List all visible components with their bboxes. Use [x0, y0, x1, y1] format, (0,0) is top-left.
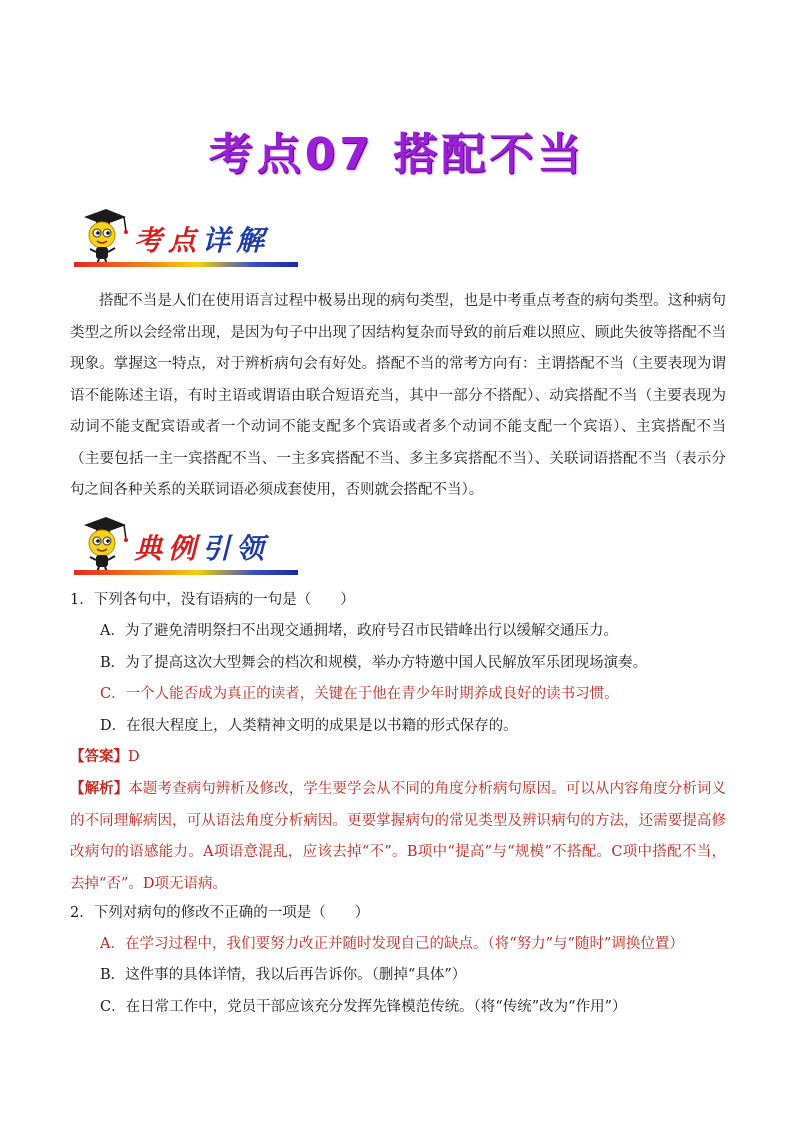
section-label: [134, 527, 270, 567]
section-underline: [74, 570, 298, 575]
question-1-answer: [70, 747, 140, 767]
answer-value: D: [128, 749, 140, 765]
section-label: [134, 219, 270, 259]
question-2-stem: 2．下列对病句的修改不正确的一项是（ ）: [70, 905, 370, 921]
section-label-part-a: 考点: [134, 224, 203, 257]
section-underline: [74, 262, 298, 267]
question-2-option-c: C．在日常工作中，党员干部应该充分发挥先锋模范传统。（将“传统”改为“作用”）: [100, 999, 627, 1015]
section-label-part-a: 典例: [134, 532, 203, 565]
analysis-text: 本题考查病句辨析及修改，学生要学会从不同的角度分析病句原因。可以从内容角度分析词义的不同理解病因，可从语法角度分析病因。更要掌握病句的常见类型及辨识病句的方法，还需要提高修改病句的语感能力。A项语意混乱，应该去掉“不”。B项中“提高”与“规模”不搭配。C项中搭配不当，去掉“否”。D项无语病。: [70, 781, 727, 892]
question-1-option-a: A．为了避免清明祭扫不出现交通拥堵，政府号召市民错峰出行以缓解交通压力。: [100, 623, 618, 639]
question-1-option-c: C．一个人能否成为真正的读者，关键在于他在青少年时期养成良好的读书习惯。: [100, 686, 619, 702]
section-header-examples: [68, 513, 298, 575]
question-1-option-b: B．为了提高这次大型舞会的档次和规模，举办方特邀中国人民解放军乐团现场演奏。: [100, 655, 648, 671]
question-2-option-b: B．这件事的具体详情，我以后再告诉你。（删掉“具体”）: [100, 967, 467, 983]
question-1-option-d: D．在很大程度上，人类精神文明的成果是以书籍的形式保存的。: [100, 718, 518, 734]
answer-tag: 【答案】: [70, 748, 128, 765]
intro-paragraph: 搭配不当是人们在使用语言过程中极易出现的病句类型，也是中考重点考查的病句类型。这种病句类型之所以会经常出现，是因为句子中出现了因结构复杂而导致的前后难以照应、顾此失彼等搭配不当现象。掌握这一特点，对于辨析病句会有好处。搭配不当的常考方向有：主谓搭配不当（主要表现为谓语不能陈述主语，有时主语或谓语由联合短语充当，其中一部分不搭配）、动宾搭配不当（主要表现为动词不能支配宾语或者一个动词不能支配多个宾语或者多个动词不能支配一个宾语）、主宾搭配不当（主要包括一主一宾搭配不当、一主多宾搭配不当、多主多宾搭配不当）、关联词语搭配不当（表示分句之间各种关系的关联词语必须成套使用，否则就会搭配不当）。: [70, 293, 726, 498]
section-label-part-b: 详解: [202, 224, 271, 257]
section-label-part-b: 引领: [202, 532, 271, 565]
analysis-tag: 【解析】: [70, 780, 129, 797]
question-1-stem: 1．下列各句中，没有语病的一句是（ ）: [70, 592, 355, 608]
section-header-key-points: [68, 205, 298, 267]
question-1-analysis: [70, 773, 726, 900]
mascot-graduate-icon: [68, 513, 132, 573]
question-2-option-a: A．在学习过程中，我们要努力改正并随时发现自己的缺点。（将“努力”与“随时”调换位置）: [100, 936, 684, 952]
mascot-graduate-icon: [68, 205, 132, 265]
page-title: 考点07 搭配不当: [208, 129, 586, 180]
